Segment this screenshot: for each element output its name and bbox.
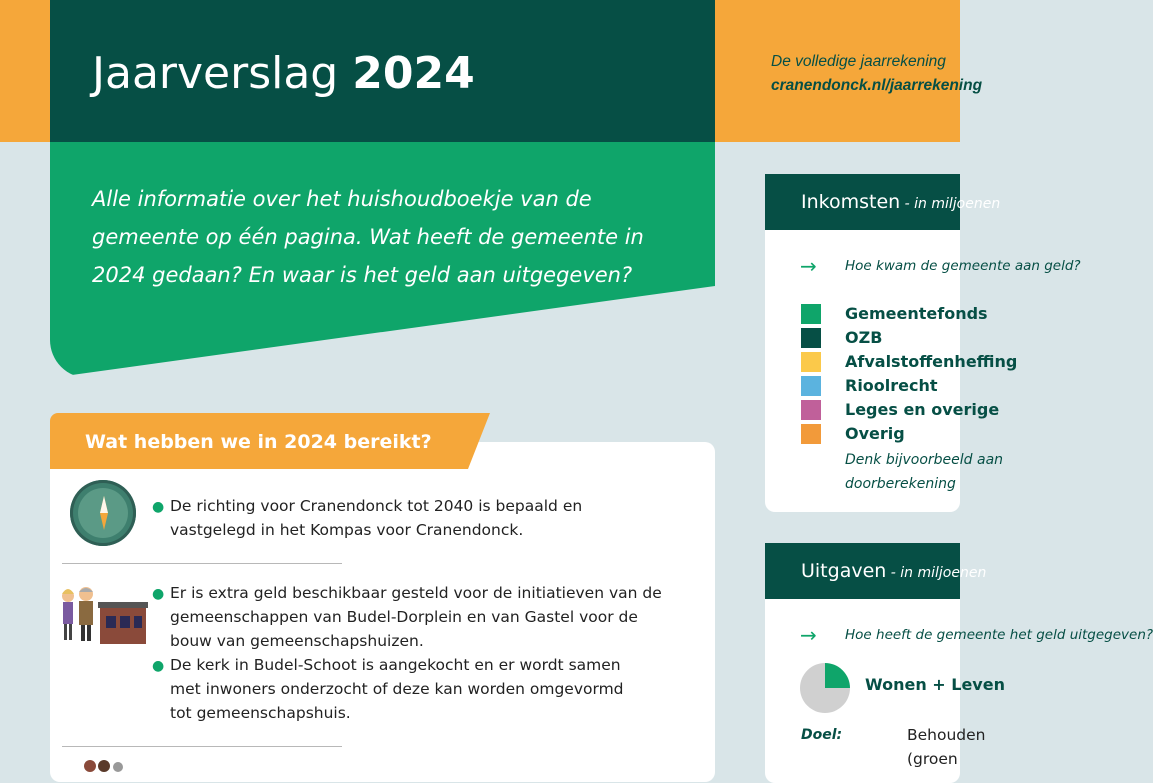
income-note-line-1: Denk bijvoorbeeld aan [845,452,1004,468]
legend-swatch [801,352,821,372]
jaarrekening-link[interactable] [771,50,983,98]
achievements-heading: Wat hebben we in 2024 bereikt? [85,431,432,453]
legend-swatch [801,424,821,444]
compass-needle-icon [78,488,128,538]
expense-share-pie [800,663,850,713]
link-line-1: De volledige jaarrekening [771,53,946,70]
income-unit: - in miljoenen [900,196,1001,212]
expense-category: Wonen + Leven [865,675,1005,694]
compass-icon [70,480,136,546]
goal-text-line-2: (groen [907,750,958,768]
page-title [92,44,475,104]
expenses-title: Uitgaven [801,560,887,582]
title-prefix: Jaarverslag [92,48,339,99]
expenses-hint: Hoe heeft de gemeente het geld uitgegeven? [845,627,1153,643]
header-accent-left [0,0,50,142]
legend-label: Gemeentefonds [845,304,988,323]
goal-label: Doel: [801,727,843,743]
bullet-icon: ● [152,499,165,515]
achievement-item-1: De richting voor Cranendonck tot 2040 is bepaald en vastgelegd in het Kompas voor Cranendonck. [170,497,583,539]
title-year: 2024 [352,48,475,99]
legend-swatch [801,328,821,348]
goal-text-line-1: Behouden [907,726,986,744]
divider [62,746,342,747]
legend-label: Leges en overige [845,400,1000,419]
legend-label: OZB [845,328,883,347]
legend-label: Overig [845,424,905,443]
income-note-line-2: doorberekening [845,476,956,492]
compass-face [78,488,128,538]
bullet-icon: ● [152,586,165,602]
achievement-item-3: De kerk in Budel-Schoot is aangekocht en er wordt samen met inwoners onderzocht of deze kan worden omgevormd tot gemeenschapshuis. [170,656,624,722]
legend-swatch [801,376,821,396]
income-title: Inkomsten [801,191,901,213]
legend-label: Afvalstoffenheffing [845,352,1018,371]
divider [62,563,342,564]
legend-label: Rioolrecht [845,376,938,395]
arrow-right-icon: → [800,254,817,278]
arrow-right-icon: → [800,623,817,647]
income-heading [801,188,1000,218]
achievement-item-2: Er is extra geld beschikbaar gesteld voor de initiatieven van de gemeenschappen van Budel-Dorplein en van Gastel voor de bouw van gemeenschapshuizen. [170,584,662,650]
legend-swatch [801,400,821,420]
legend-swatch [801,304,821,324]
income-card [765,174,1081,512]
expenses-heading [801,557,986,587]
people-icon [80,758,130,770]
link-url[interactable]: cranendonck.nl/jaarrekening [771,77,983,94]
bullet-icon: ● [152,658,165,674]
intro-text: Alle informatie over het huishoudboekje van de gemeente op één pagina. Wat heeft de gemeente in 2024 gedaan? En waar is het geld aan uitgegeven? [92,187,644,287]
community-house-icon [56,584,152,646]
income-hint: Hoe kwam de gemeente aan geld? [845,258,1081,274]
expenses-card [765,543,1153,783]
expenses-unit: - in miljoenen [886,565,987,581]
